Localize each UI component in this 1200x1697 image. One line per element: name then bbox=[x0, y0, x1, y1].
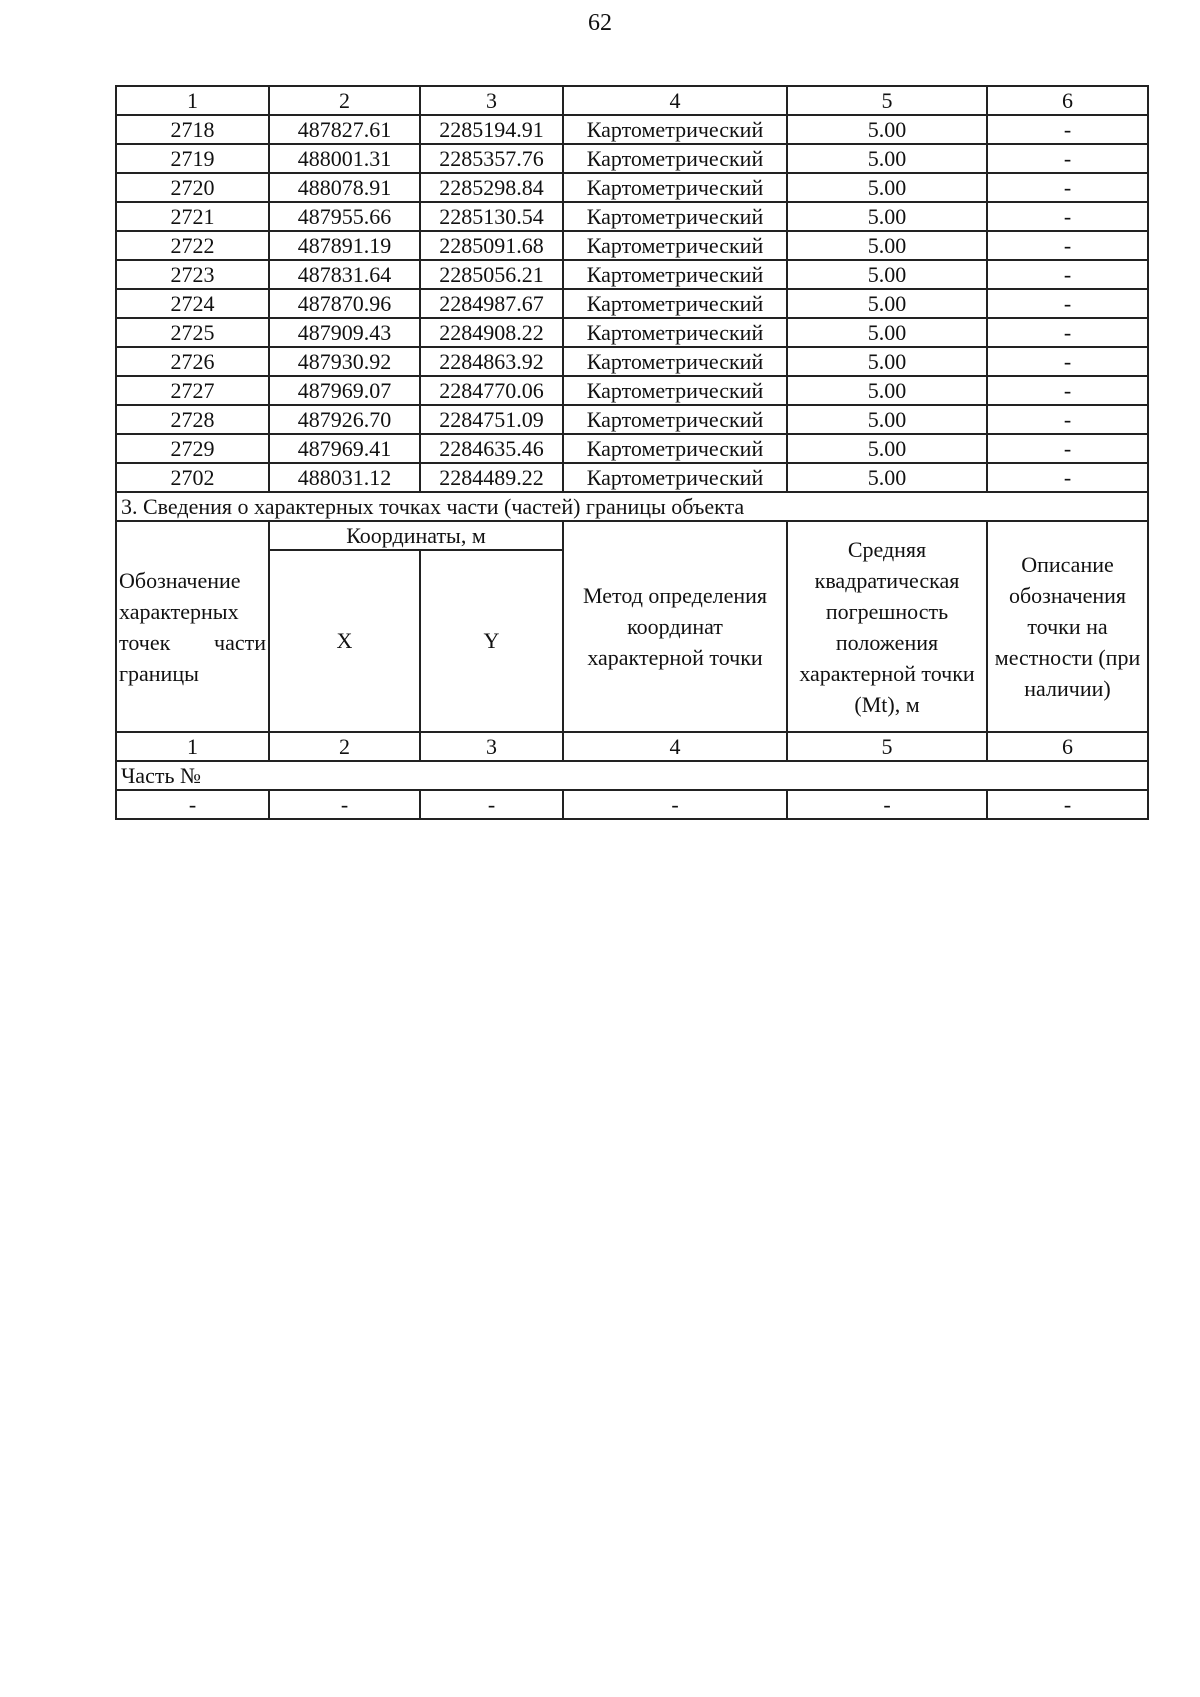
description: - bbox=[987, 376, 1148, 405]
empty-cell: - bbox=[787, 790, 987, 819]
y-coordinate: 2284908.22 bbox=[420, 318, 563, 347]
description: - bbox=[987, 405, 1148, 434]
description: - bbox=[987, 347, 1148, 376]
description: - bbox=[987, 115, 1148, 144]
description: - bbox=[987, 434, 1148, 463]
description: - bbox=[987, 231, 1148, 260]
x-coordinate: 487891.19 bbox=[269, 231, 420, 260]
x-header: X bbox=[269, 550, 420, 732]
table-row bbox=[116, 115, 1148, 144]
method: Картометрический bbox=[563, 347, 787, 376]
column-number: 6 bbox=[987, 86, 1148, 115]
page-number: 62 bbox=[588, 10, 612, 36]
description: - bbox=[987, 173, 1148, 202]
column-number: 4 bbox=[563, 86, 787, 115]
error-value: 5.00 bbox=[787, 260, 987, 289]
table-row bbox=[116, 347, 1148, 376]
description: - bbox=[987, 260, 1148, 289]
method: Картометрический bbox=[563, 318, 787, 347]
point-number: 2729 bbox=[116, 434, 269, 463]
error-value: 5.00 bbox=[787, 405, 987, 434]
table-row bbox=[116, 202, 1148, 231]
section-header-row bbox=[116, 521, 1148, 550]
x-coordinate: 487831.64 bbox=[269, 260, 420, 289]
method: Картометрический bbox=[563, 115, 787, 144]
x-coordinate: 488001.31 bbox=[269, 144, 420, 173]
method: Картометрический bbox=[563, 260, 787, 289]
method: Картометрический bbox=[563, 202, 787, 231]
x-coordinate: 487955.66 bbox=[269, 202, 420, 231]
point-number: 2728 bbox=[116, 405, 269, 434]
empty-row bbox=[116, 790, 1148, 819]
x-coordinate: 488078.91 bbox=[269, 173, 420, 202]
error-value: 5.00 bbox=[787, 434, 987, 463]
section-title-row bbox=[116, 492, 1148, 521]
description: - bbox=[987, 289, 1148, 318]
error-value: 5.00 bbox=[787, 347, 987, 376]
description: - bbox=[987, 202, 1148, 231]
coordinates-header: Координаты, м bbox=[269, 521, 563, 550]
column-number: 3 bbox=[420, 732, 563, 761]
part-row bbox=[116, 761, 1148, 790]
x-coordinate: 488031.12 bbox=[269, 463, 420, 492]
method: Картометрический bbox=[563, 289, 787, 318]
table-row bbox=[116, 376, 1148, 405]
empty-cell: - bbox=[420, 790, 563, 819]
empty-cell: - bbox=[987, 790, 1148, 819]
table-row bbox=[116, 318, 1148, 347]
error-value: 5.00 bbox=[787, 376, 987, 405]
method: Картометрический bbox=[563, 173, 787, 202]
x-coordinate: 487827.61 bbox=[269, 115, 420, 144]
point-number: 2718 bbox=[116, 115, 269, 144]
column-number: 5 bbox=[787, 732, 987, 761]
y-coordinate: 2284770.06 bbox=[420, 376, 563, 405]
point-number: 2726 bbox=[116, 347, 269, 376]
y-coordinate: 2284863.92 bbox=[420, 347, 563, 376]
method: Картометрический bbox=[563, 434, 787, 463]
description: - bbox=[987, 463, 1148, 492]
table-row bbox=[116, 463, 1148, 492]
point-number: 2719 bbox=[116, 144, 269, 173]
error-value: 5.00 bbox=[787, 463, 987, 492]
error-value: 5.00 bbox=[787, 144, 987, 173]
table-row bbox=[116, 144, 1148, 173]
description: - bbox=[987, 144, 1148, 173]
table-row bbox=[116, 405, 1148, 434]
point-number: 2721 bbox=[116, 202, 269, 231]
column-number-row bbox=[116, 732, 1148, 761]
y-coordinate: 2284489.22 bbox=[420, 463, 563, 492]
designation-header: Обозначение характерных точек части границы bbox=[116, 521, 269, 732]
empty-cell: - bbox=[269, 790, 420, 819]
error-value: 5.00 bbox=[787, 202, 987, 231]
y-coordinate: 2285056.21 bbox=[420, 260, 563, 289]
error-value: 5.00 bbox=[787, 318, 987, 347]
method: Картометрический bbox=[563, 231, 787, 260]
section-title: 3. Сведения о характерных точках части (частей) границы объекта bbox=[116, 492, 1148, 521]
point-number: 2720 bbox=[116, 173, 269, 202]
empty-cell: - bbox=[563, 790, 787, 819]
y-coordinate: 2285357.76 bbox=[420, 144, 563, 173]
part-label: Часть № bbox=[116, 761, 1148, 790]
description: - bbox=[987, 318, 1148, 347]
point-number: 2722 bbox=[116, 231, 269, 260]
y-coordinate: 2285130.54 bbox=[420, 202, 563, 231]
point-number: 2723 bbox=[116, 260, 269, 289]
column-number: 1 bbox=[116, 86, 269, 115]
point-number: 2727 bbox=[116, 376, 269, 405]
y-coordinate: 2285298.84 bbox=[420, 173, 563, 202]
table-body bbox=[116, 86, 1148, 819]
y-coordinate: 2285091.68 bbox=[420, 231, 563, 260]
error-header: Средняя квадратическая погрешность положения характерной точки (Mt), м bbox=[787, 521, 987, 732]
x-coordinate: 487969.07 bbox=[269, 376, 420, 405]
column-number: 2 bbox=[269, 732, 420, 761]
description-header: Описание обозначения точки на местности (при наличии) bbox=[987, 521, 1148, 732]
x-coordinate: 487926.70 bbox=[269, 405, 420, 434]
column-number-row bbox=[116, 86, 1148, 115]
y-coordinate: 2284635.46 bbox=[420, 434, 563, 463]
point-number: 2725 bbox=[116, 318, 269, 347]
point-number: 2724 bbox=[116, 289, 269, 318]
error-value: 5.00 bbox=[787, 173, 987, 202]
table-row bbox=[116, 173, 1148, 202]
error-value: 5.00 bbox=[787, 115, 987, 144]
column-number: 5 bbox=[787, 86, 987, 115]
y-header: Y bbox=[420, 550, 563, 732]
error-value: 5.00 bbox=[787, 231, 987, 260]
method: Картометрический bbox=[563, 405, 787, 434]
column-number: 4 bbox=[563, 732, 787, 761]
y-coordinate: 2284987.67 bbox=[420, 289, 563, 318]
y-coordinate: 2285194.91 bbox=[420, 115, 563, 144]
boundary-points-table bbox=[115, 85, 1149, 820]
method-header: Метод определения координат характерной точки bbox=[563, 521, 787, 732]
x-coordinate: 487870.96 bbox=[269, 289, 420, 318]
column-number: 1 bbox=[116, 732, 269, 761]
table-row bbox=[116, 260, 1148, 289]
column-number: 2 bbox=[269, 86, 420, 115]
method: Картометрический bbox=[563, 376, 787, 405]
y-coordinate: 2284751.09 bbox=[420, 405, 563, 434]
table-row bbox=[116, 289, 1148, 318]
error-value: 5.00 bbox=[787, 289, 987, 318]
point-number: 2702 bbox=[116, 463, 269, 492]
method: Картометрический bbox=[563, 463, 787, 492]
empty-cell: - bbox=[116, 790, 269, 819]
x-coordinate: 487930.92 bbox=[269, 347, 420, 376]
table-row bbox=[116, 434, 1148, 463]
table-row bbox=[116, 231, 1148, 260]
column-number: 3 bbox=[420, 86, 563, 115]
column-number: 6 bbox=[987, 732, 1148, 761]
x-coordinate: 487909.43 bbox=[269, 318, 420, 347]
x-coordinate: 487969.41 bbox=[269, 434, 420, 463]
method: Картометрический bbox=[563, 144, 787, 173]
